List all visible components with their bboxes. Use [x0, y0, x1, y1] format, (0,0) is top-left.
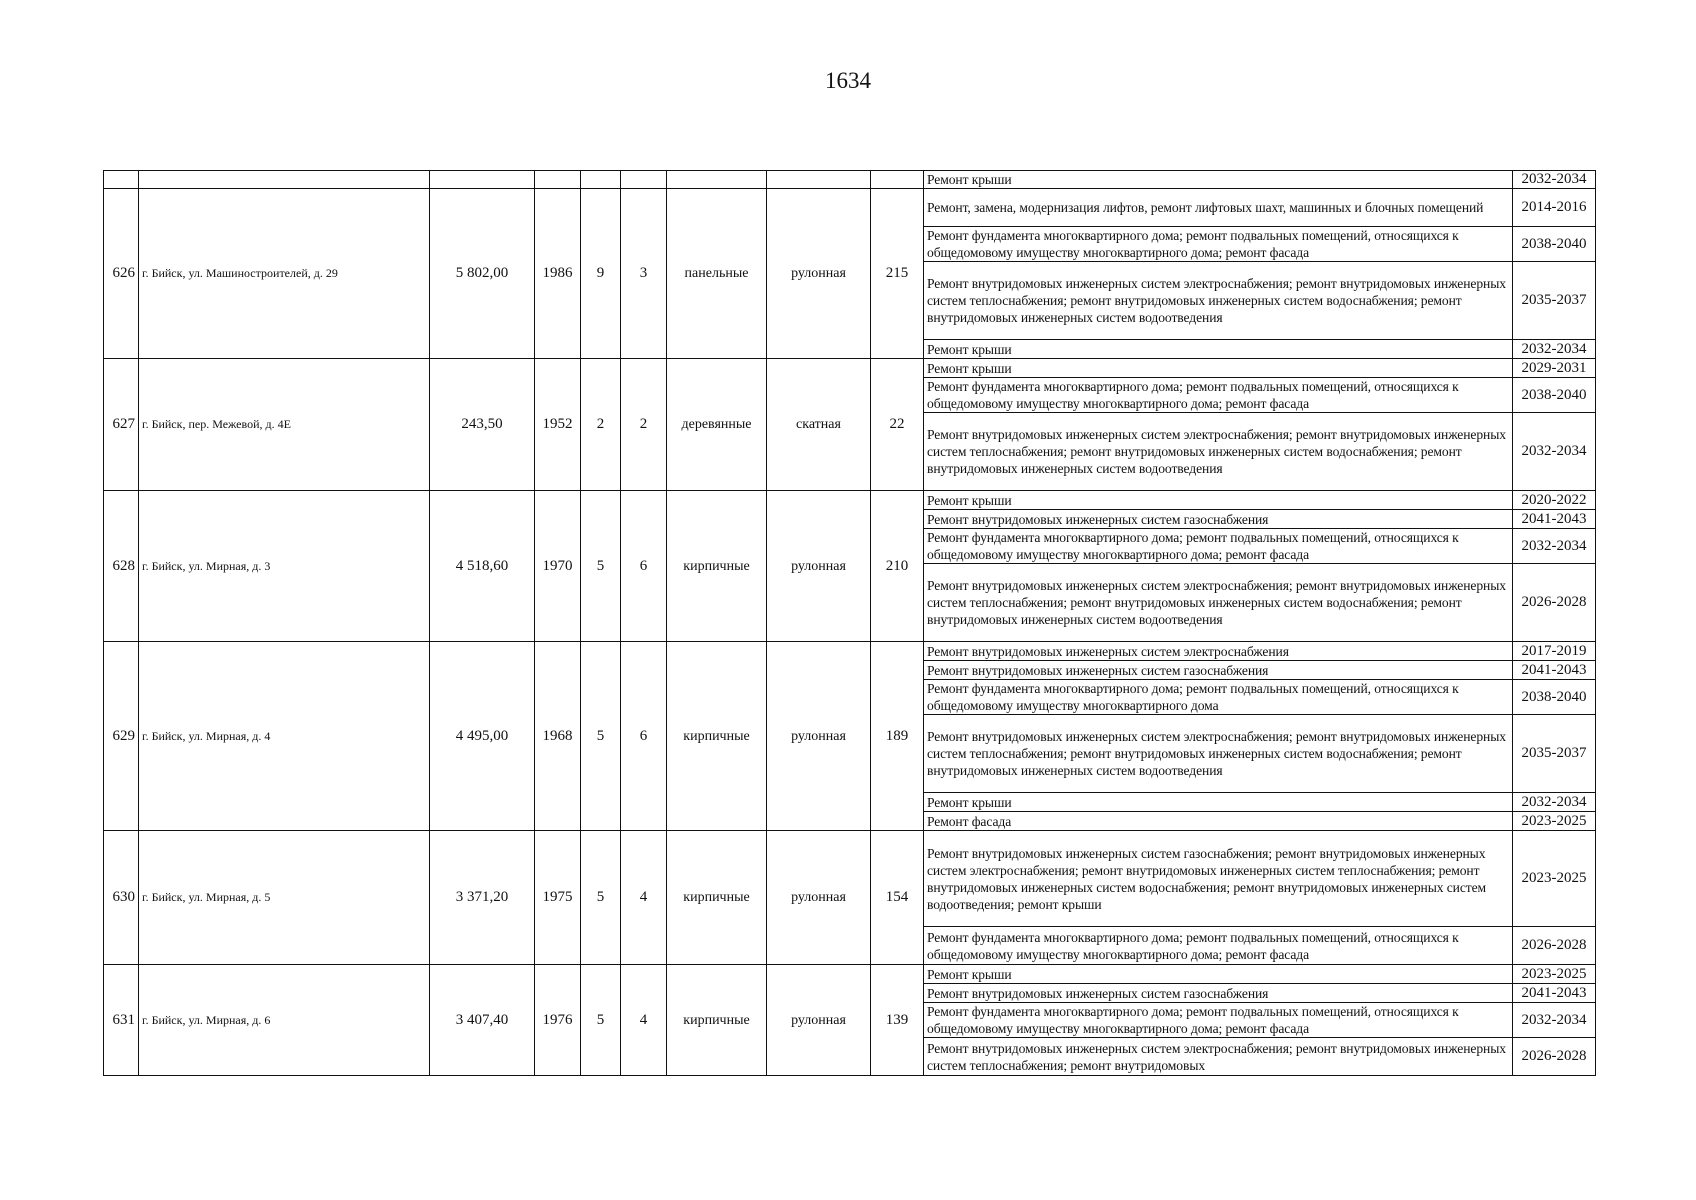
work-period: 2026-2028 [1513, 564, 1596, 642]
total-area: 3 371,20 [430, 831, 535, 965]
work-description: Ремонт фундамента многоквартирного дома; ремонт подвальных помещений, относящихся к общедомовому имуществу многоквартирного дома; ремонт фасада [924, 1003, 1513, 1038]
continuation-row [104, 171, 1596, 189]
empty-cell [767, 171, 871, 189]
empty-cell [139, 171, 430, 189]
residents-count: 189 [871, 642, 924, 831]
building-address: г. Бийск, ул. Мирная, д. 3 [139, 491, 430, 642]
work-period: 2017-2019 [1513, 642, 1596, 661]
work-description: Ремонт фундамента многоквартирного дома; ремонт подвальных помещений, относящихся к общедомовому имуществу многоквартирного дома [924, 680, 1513, 715]
row-number: 626 [104, 189, 139, 359]
row-number: 629 [104, 642, 139, 831]
wall-material: деревянные [667, 359, 767, 491]
row-number: 628 [104, 491, 139, 642]
roof-type: скатная [767, 359, 871, 491]
work-description: Ремонт внутридомовых инженерных систем электроснабжения; ремонт внутридомовых инженерных систем теплоснабжения; ремонт внутридомовых инженерных систем водоснабжения; ремонт внутридомовых инженерных систем водоотведения [924, 413, 1513, 491]
year-built: 1975 [535, 831, 581, 965]
roof-type: рулонная [767, 642, 871, 831]
row-number: 630 [104, 831, 139, 965]
work-description: Ремонт крыши [924, 965, 1513, 984]
work-period: 2023-2025 [1513, 812, 1596, 831]
work-description: Ремонт внутридомовых инженерных систем газоснабжения [924, 510, 1513, 529]
wall-material: кирпичные [667, 831, 767, 965]
building-address: г. Бийск, ул. Мирная, д. 4 [139, 642, 430, 831]
floors-count: 5 [581, 642, 621, 831]
work-description: Ремонт крыши [924, 793, 1513, 812]
floors-count: 9 [581, 189, 621, 359]
work-description: Ремонт внутридомовых инженерных систем электроснабжения; ремонт внутридомовых инженерных систем теплоснабжения; ремонт внутридомовых [924, 1038, 1513, 1076]
work-description: Ремонт внутридомовых инженерных систем газоснабжения; ремонт внутридомовых инженерных систем электроснабжения; ремонт внутридомовых инженерных систем теплоснабжения; ремонт внутридомовых инженерных систем водоснабжения; ремонт внутридомовых инженерных систем водоотведения; ремонт крыши [924, 831, 1513, 927]
work-description: Ремонт фундамента многоквартирного дома; ремонт подвальных помещений, относящихся к общедомовому имуществу многоквартирного дома; ремонт фасада [924, 927, 1513, 965]
repair-schedule-table [103, 170, 1596, 1076]
empty-cell [581, 171, 621, 189]
work-period: 2023-2025 [1513, 831, 1596, 927]
empty-cell [667, 171, 767, 189]
work-description: Ремонт фасада [924, 812, 1513, 831]
roof-type: рулонная [767, 965, 871, 1076]
building-address: г. Бийск, ул. Машиностроителей, д. 29 [139, 189, 430, 359]
floors-count: 5 [581, 831, 621, 965]
entrances-count: 6 [621, 642, 667, 831]
residents-count: 139 [871, 965, 924, 1076]
work-description: Ремонт внутридомовых инженерных систем электроснабжения; ремонт внутридомовых инженерных систем теплоснабжения; ремонт внутридомовых инженерных систем водоснабжения; ремонт внутридомовых инженерных систем водоотведения [924, 715, 1513, 793]
work-period: 2026-2028 [1513, 1038, 1596, 1076]
residents-count: 22 [871, 359, 924, 491]
entrances-count: 2 [621, 359, 667, 491]
work-period: 2041-2043 [1513, 984, 1596, 1003]
work-description: Ремонт внутридомовых инженерных систем газоснабжения [924, 984, 1513, 1003]
floors-count: 5 [581, 491, 621, 642]
work-description: Ремонт крыши [924, 171, 1513, 189]
entrances-count: 3 [621, 189, 667, 359]
building-address: г. Бийск, ул. Мирная, д. 6 [139, 965, 430, 1076]
work-period: 2035-2037 [1513, 715, 1596, 793]
roof-type: рулонная [767, 831, 871, 965]
work-period: 2032-2034 [1513, 529, 1596, 564]
entrances-count: 4 [621, 965, 667, 1076]
empty-cell [430, 171, 535, 189]
work-period: 2032-2034 [1513, 171, 1596, 189]
year-built: 1968 [535, 642, 581, 831]
work-period: 2032-2034 [1513, 793, 1596, 812]
building-address: г. Бийск, ул. Мирная, д. 5 [139, 831, 430, 965]
roof-type: рулонная [767, 491, 871, 642]
wall-material: панельные [667, 189, 767, 359]
total-area: 3 407,40 [430, 965, 535, 1076]
table-row [104, 359, 1596, 378]
year-built: 1970 [535, 491, 581, 642]
residents-count: 154 [871, 831, 924, 965]
table-row [104, 831, 1596, 927]
total-area: 5 802,00 [430, 189, 535, 359]
roof-type: рулонная [767, 189, 871, 359]
year-built: 1952 [535, 359, 581, 491]
empty-cell [871, 171, 924, 189]
work-period: 2023-2025 [1513, 965, 1596, 984]
empty-cell [621, 171, 667, 189]
empty-cell [535, 171, 581, 189]
work-description: Ремонт внутридомовых инженерных систем газоснабжения [924, 661, 1513, 680]
year-built: 1976 [535, 965, 581, 1076]
total-area: 4 518,60 [430, 491, 535, 642]
wall-material: кирпичные [667, 965, 767, 1076]
work-description: Ремонт внутридомовых инженерных систем электроснабжения; ремонт внутридомовых инженерных систем теплоснабжения; ремонт внутридомовых инженерных систем водоснабжения; ремонт внутридомовых инженерных систем водоотведения [924, 564, 1513, 642]
floors-count: 2 [581, 359, 621, 491]
work-period: 2038-2040 [1513, 680, 1596, 715]
work-description: Ремонт, замена, модернизация лифтов, ремонт лифтовых шахт, машинных и блочных помещений [924, 189, 1513, 227]
table-row [104, 965, 1596, 984]
work-description: Ремонт внутридомовых инженерных систем электроснабжения; ремонт внутридомовых инженерных систем теплоснабжения; ремонт внутридомовых инженерных систем водоснабжения; ремонт внутридомовых инженерных систем водоотведения [924, 262, 1513, 340]
residents-count: 215 [871, 189, 924, 359]
row-number: 627 [104, 359, 139, 491]
work-period: 2038-2040 [1513, 227, 1596, 262]
work-description: Ремонт крыши [924, 491, 1513, 510]
work-period: 2041-2043 [1513, 510, 1596, 529]
entrances-count: 6 [621, 491, 667, 642]
table-row [104, 491, 1596, 510]
empty-cell [104, 171, 139, 189]
work-description: Ремонт крыши [924, 359, 1513, 378]
work-description: Ремонт фундамента многоквартирного дома; ремонт подвальных помещений, относящихся к общедомовому имуществу многоквартирного дома; ремонт фасада [924, 227, 1513, 262]
work-period: 2041-2043 [1513, 661, 1596, 680]
work-period: 2038-2040 [1513, 378, 1596, 413]
table-row [104, 642, 1596, 661]
building-address: г. Бийск, пер. Межевой, д. 4Е [139, 359, 430, 491]
work-period: 2032-2034 [1513, 340, 1596, 359]
residents-count: 210 [871, 491, 924, 642]
wall-material: кирпичные [667, 642, 767, 831]
entrances-count: 4 [621, 831, 667, 965]
work-period: 2035-2037 [1513, 262, 1596, 340]
work-period: 2032-2034 [1513, 1003, 1596, 1038]
floors-count: 5 [581, 965, 621, 1076]
work-description: Ремонт фундамента многоквартирного дома; ремонт подвальных помещений, относящихся к общедомовому имуществу многоквартирного дома; ремонт фасада [924, 378, 1513, 413]
page-number: 1634 [825, 68, 871, 93]
work-description: Ремонт фундамента многоквартирного дома; ремонт подвальных помещений, относящихся к общедомовому имуществу многоквартирного дома; ремонт фасада [924, 529, 1513, 564]
table-row [104, 189, 1596, 227]
work-description: Ремонт внутридомовых инженерных систем электроснабжения [924, 642, 1513, 661]
year-built: 1986 [535, 189, 581, 359]
work-period: 2014-2016 [1513, 189, 1596, 227]
work-description: Ремонт крыши [924, 340, 1513, 359]
work-period: 2026-2028 [1513, 927, 1596, 965]
total-area: 243,50 [430, 359, 535, 491]
total-area: 4 495,00 [430, 642, 535, 831]
wall-material: кирпичные [667, 491, 767, 642]
row-number: 631 [104, 965, 139, 1076]
work-period: 2032-2034 [1513, 413, 1596, 491]
work-period: 2020-2022 [1513, 491, 1596, 510]
work-period: 2029-2031 [1513, 359, 1596, 378]
